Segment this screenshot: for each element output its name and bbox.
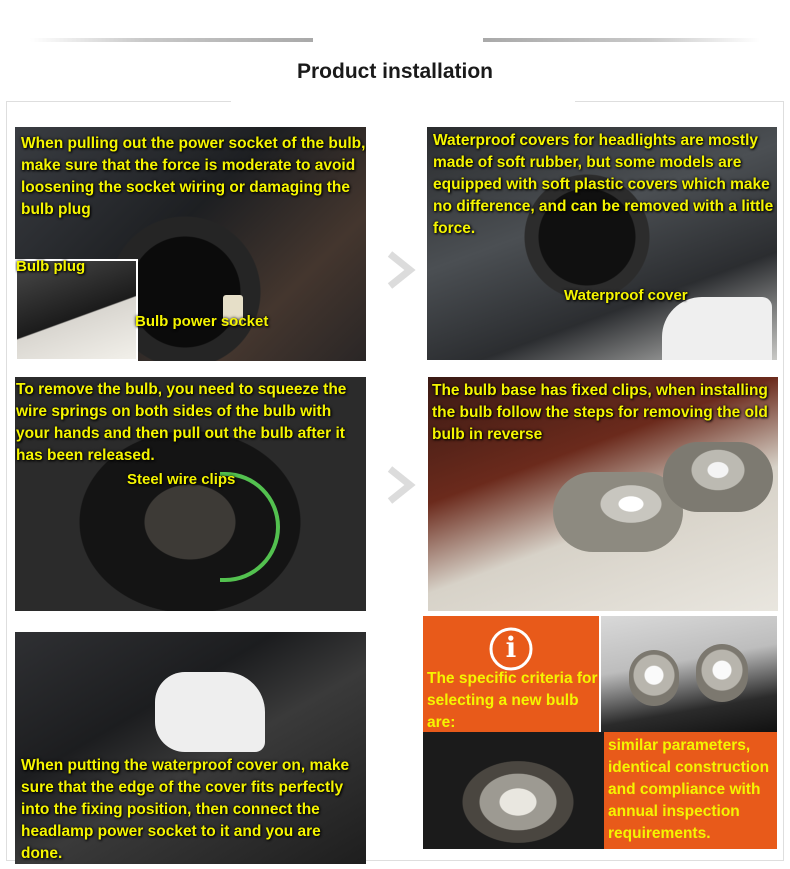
- step6-bulb-closeup: [423, 732, 604, 849]
- step1-photo: [15, 127, 366, 361]
- header-divider-left: [30, 38, 313, 42]
- step2-caption: Waterproof covers for headlights are mostly made of soft rubber, but some models are equipped with soft plastic covers which make no difference, and can be removed with a little force.: [433, 132, 774, 237]
- step3-caption: To remove the bulb, you need to squeeze the wire springs on both sides of the bulb with your hands and then pull out the bulb after it has been released.: [16, 381, 347, 464]
- step5-photo: [15, 632, 366, 864]
- next-arrow-icon: [380, 465, 420, 505]
- step6-bulb-a: [629, 650, 679, 706]
- step6-criteria-card: [604, 732, 777, 849]
- step4-photo: [428, 377, 778, 611]
- header-divider-right: [483, 38, 760, 42]
- step1-caption: When pulling out the power socket of the bulb, make sure that the force is moderate to avoid loosening the socket wiring or damaging the bulb plug: [21, 135, 366, 218]
- step1-label-plug: Bulb plug: [16, 258, 86, 275]
- step3-label-clips: Steel wire clips: [127, 471, 236, 488]
- step4-bulb-right: [663, 442, 773, 512]
- step6-info-card: [423, 616, 599, 732]
- page-title: Product installation: [296, 60, 493, 83]
- step6-bulb-b: [696, 644, 748, 702]
- step5-glove: [155, 672, 265, 752]
- info-symbol: i: [505, 631, 517, 664]
- frame-top-border-left: [6, 101, 231, 102]
- step6-criteria-detail: similar parameters, identical construction and compliance with annual inspection requirements.: [608, 737, 770, 842]
- step4-caption: The bulb base has fixed clips, when installing the bulb follow the steps for removing the old bulb in reverse: [432, 382, 768, 443]
- frame-top-border-right: [575, 101, 784, 102]
- next-arrow-icon: [380, 250, 420, 290]
- step2-glove: [662, 297, 772, 360]
- step3-photo: [15, 377, 366, 611]
- step2-photo: [427, 127, 777, 360]
- step6-criteria-title: The specific criteria for selecting a new bulb are:: [427, 670, 598, 731]
- step1-label-socket: Bulb power socket: [135, 313, 269, 330]
- step5-caption: When putting the waterproof cover on, make sure that the edge of the cover fits perfectly into the fixing position, then connect the headlamp power socket to it and you are done.: [21, 757, 350, 862]
- step6-bulbs-photo: [601, 616, 777, 732]
- step2-label-cover: Waterproof cover: [564, 287, 688, 304]
